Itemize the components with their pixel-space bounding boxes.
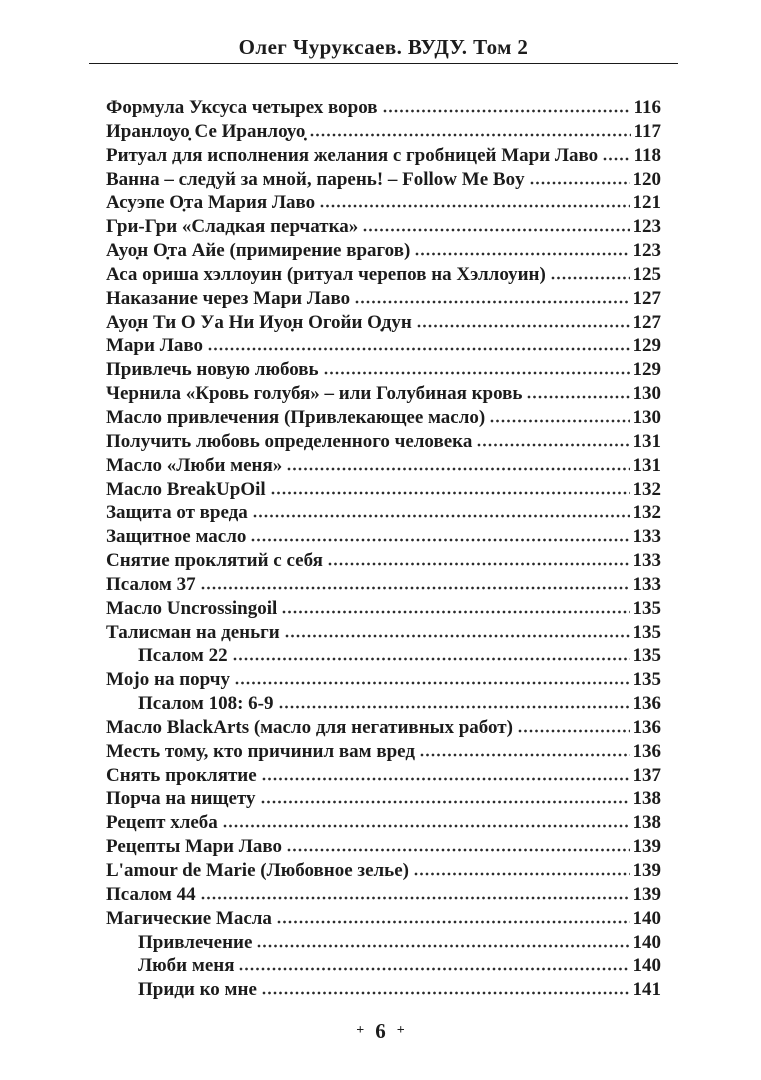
toc-entry-title: Масло BlackArts (масло для негативных работ) — [106, 716, 513, 738]
toc-entry — [106, 144, 661, 168]
toc-leader-dots — [320, 204, 629, 208]
toc-leader-dots — [233, 657, 630, 661]
toc-entry-title: Мари Лаво — [106, 335, 203, 357]
toc-leader-dots — [257, 944, 629, 948]
toc-entry — [106, 525, 661, 549]
toc-page-number: 133 — [632, 550, 661, 572]
toc-page-number: 132 — [632, 502, 661, 524]
toc-page-number: 136 — [632, 693, 661, 715]
toc-leader-dots — [251, 538, 629, 542]
toc-page-number: 133 — [632, 573, 661, 595]
toc-page-number: 129 — [632, 335, 661, 357]
toc-entry — [106, 454, 661, 478]
page-footer — [0, 1019, 761, 1044]
toc-leader-dots — [477, 443, 629, 447]
toc-entry-title: Псалом 108: 6-9 — [138, 693, 274, 715]
toc-entry-title: Снятие проклятий с себя — [106, 550, 323, 572]
toc-page-number: 129 — [632, 359, 661, 381]
table-of-contents — [106, 96, 661, 1002]
toc-entry-title: Асуэпе О̣та Мария Лаво — [106, 192, 316, 214]
toc-entry-title: Псалом 22 — [138, 645, 228, 667]
toc-entry-title: Защита от вреда — [106, 502, 248, 524]
toc-entry-title: Приди ко мне — [138, 979, 257, 1001]
toc-leader-dots — [253, 514, 630, 518]
toc-page-number: 116 — [633, 97, 661, 118]
toc-entry-title: Ауо̣н Ти О Уа Ни Иуо̣н Огойи О̣дун — [106, 311, 412, 333]
toc-leader-dots — [201, 896, 630, 900]
toc-entry — [106, 120, 661, 144]
toc-leader-dots — [415, 252, 629, 256]
toc-page-number: 135 — [632, 645, 661, 667]
toc-entry-title: Защитное масло — [106, 526, 247, 548]
toc-leader-dots — [414, 872, 630, 876]
toc-page-number: 125 — [632, 263, 661, 285]
toc-leader-dots — [490, 419, 629, 423]
toc-entry — [106, 883, 661, 907]
toc-entry — [106, 287, 661, 311]
toc-entry-title: Псалом 44 — [106, 883, 196, 905]
toc-leader-dots — [603, 157, 630, 161]
toc-entry — [106, 621, 661, 645]
toc-leader-dots — [355, 300, 629, 304]
toc-entry-title: Аса ориша хэллоуин (ритуал черепов на Хэллоуин) — [106, 263, 546, 285]
toc-entry — [106, 978, 661, 1002]
toc-entry-title: Наказание через Мари Лаво — [106, 287, 351, 309]
toc-leader-dots — [223, 824, 630, 828]
toc-leader-dots — [271, 491, 630, 495]
page-header-title: Олег Чуруксаев. ВУДУ. Том 2 — [238, 35, 529, 59]
toc-leader-dots — [262, 991, 630, 995]
toc-entry — [106, 764, 661, 788]
toc-entry-title: Mojo на порчу — [106, 669, 230, 691]
toc-entry — [106, 859, 661, 883]
toc-leader-dots — [328, 562, 630, 566]
toc-entry — [106, 811, 661, 835]
toc-entry-title: Талисман на деньги — [106, 621, 280, 643]
toc-leader-dots — [383, 109, 631, 113]
toc-entry — [106, 931, 661, 955]
toc-entry — [106, 907, 661, 931]
toc-entry-title: Масло «Люби меня» — [106, 454, 283, 476]
toc-page-number: 138 — [632, 812, 661, 834]
toc-entry-title: Порча на нищету — [106, 788, 256, 810]
toc-page-number: 140 — [632, 955, 661, 977]
toc-entry-title: Масло Uncrossingoil — [106, 597, 278, 619]
toc-entry-title: Снять проклятие — [106, 764, 257, 786]
toc-entry — [106, 239, 661, 263]
toc-page-number: 123 — [632, 216, 661, 238]
toc-leader-dots — [530, 181, 630, 185]
toc-page-number: 135 — [632, 597, 661, 619]
toc-entry-title: Формула Уксуса четырех воров — [106, 97, 378, 118]
toc-page-number: 139 — [632, 860, 661, 881]
toc-page-number: 127 — [632, 311, 661, 333]
toc-entry — [106, 692, 661, 716]
toc-entry — [106, 406, 661, 430]
toc-leader-dots — [287, 848, 629, 852]
toc-entry — [106, 478, 661, 502]
toc-entry-title: Псалом 37 — [106, 573, 196, 595]
toc-entry — [106, 668, 661, 692]
toc-entry-title: Ритуал для исполнения желания с гробницей Мари Лаво — [106, 144, 599, 166]
toc-entry-title: Ауо̣н О̣та Айе (примирение врагов) — [106, 240, 411, 262]
toc-entry — [106, 334, 661, 358]
toc-page-number: 117 — [633, 120, 661, 142]
toc-page-number: 135 — [632, 621, 661, 643]
toc-leader-dots — [310, 133, 630, 137]
toc-leader-dots — [420, 753, 630, 757]
toc-entry — [106, 430, 661, 454]
toc-entry — [106, 740, 661, 764]
toc-entry-title: Иранло̣уо̣ Се Иранло̣уо̣ — [106, 120, 306, 142]
toc-entry — [106, 835, 661, 859]
toc-entry — [106, 716, 661, 740]
toc-page-number: 140 — [632, 907, 661, 929]
toc-leader-dots — [208, 347, 630, 351]
toc-entry — [106, 215, 661, 239]
toc-page-number: 130 — [632, 406, 661, 428]
toc-entry — [106, 787, 661, 811]
toc-entry-title: Рецепты Мари Лаво — [106, 836, 283, 858]
toc-leader-dots — [363, 228, 629, 232]
toc-leader-dots — [287, 467, 629, 471]
toc-page-number: 140 — [632, 931, 661, 953]
footer-ornament-right: + — [396, 1022, 405, 1038]
toc-page-number: 136 — [632, 716, 661, 738]
toc-entry-title: Рецепт хлеба — [106, 812, 218, 834]
toc-entry-title: Люби меня — [138, 955, 235, 977]
toc-entry — [106, 573, 661, 597]
toc-leader-dots — [518, 729, 630, 733]
toc-entry — [106, 311, 661, 335]
toc-leader-dots — [239, 967, 629, 971]
toc-page-number: 137 — [632, 764, 661, 786]
toc-page-number: 136 — [632, 740, 661, 762]
page-number: 6 — [375, 1019, 386, 1043]
toc-entry — [106, 382, 661, 406]
toc-entry — [106, 263, 661, 287]
toc-entry-title: Чернила «Кровь голубя» – или Голубиная кровь — [106, 383, 523, 405]
toc-entry-title: Ванна – следуй за мной, парень! – Follow Me Boy — [106, 168, 525, 190]
toc-leader-dots — [417, 324, 630, 328]
toc-entry — [106, 549, 661, 573]
toc-page-number: 123 — [632, 240, 661, 262]
toc-leader-dots — [551, 276, 630, 280]
toc-page-number: 130 — [632, 383, 661, 405]
toc-entry — [106, 96, 661, 120]
toc-leader-dots — [324, 371, 630, 375]
toc-entry-title: Магические Масла — [106, 907, 272, 929]
toc-page-number: 118 — [633, 144, 661, 166]
toc-entry-title: L'amour de Marie (Любовное зелье) — [106, 860, 409, 881]
toc-entry — [106, 168, 661, 192]
toc-page-number: 132 — [632, 478, 661, 500]
toc-entry-title: Масло BreakUpOil — [106, 478, 266, 500]
toc-page-number: 127 — [632, 287, 661, 309]
toc-leader-dots — [282, 610, 629, 614]
toc-leader-dots — [201, 586, 630, 590]
toc-entry-title: Месть тому, кто причинил вам вред — [106, 740, 415, 762]
toc-leader-dots — [527, 395, 629, 399]
toc-entry-title: Масло привлечения (Привлекающее масло) — [106, 406, 486, 428]
toc-page-number: 135 — [632, 669, 661, 691]
toc-entry-title: Привлечь новую любовь — [106, 359, 319, 381]
header-rule — [89, 63, 678, 64]
toc-leader-dots — [277, 920, 630, 924]
toc-page-number: 131 — [632, 430, 661, 452]
toc-page-number: 120 — [632, 168, 661, 190]
toc-page-number: 121 — [632, 192, 661, 214]
toc-leader-dots — [261, 800, 630, 804]
toc-page-number: 138 — [632, 788, 661, 810]
toc-entry — [106, 597, 661, 621]
toc-page-number: 141 — [632, 979, 661, 1001]
toc-entry — [106, 191, 661, 215]
toc-page-number: 131 — [632, 454, 661, 476]
toc-entry — [106, 954, 661, 978]
toc-entry-title: Гри-Гри «Сладкая перчатка» — [106, 216, 359, 238]
toc-leader-dots — [262, 777, 630, 781]
footer-ornament-left: + — [356, 1022, 365, 1038]
toc-entry-title: Получить любовь определенного человека — [106, 430, 473, 452]
toc-page-number: 139 — [632, 836, 661, 858]
toc-page-number: 139 — [632, 883, 661, 905]
toc-entry — [106, 501, 661, 525]
toc-entry-title: Привлечение — [138, 931, 253, 953]
toc-page-number: 133 — [632, 526, 661, 548]
toc-entry — [106, 644, 661, 668]
toc-entry — [106, 358, 661, 382]
toc-leader-dots — [235, 681, 630, 685]
toc-leader-dots — [279, 705, 630, 709]
toc-leader-dots — [285, 634, 630, 638]
